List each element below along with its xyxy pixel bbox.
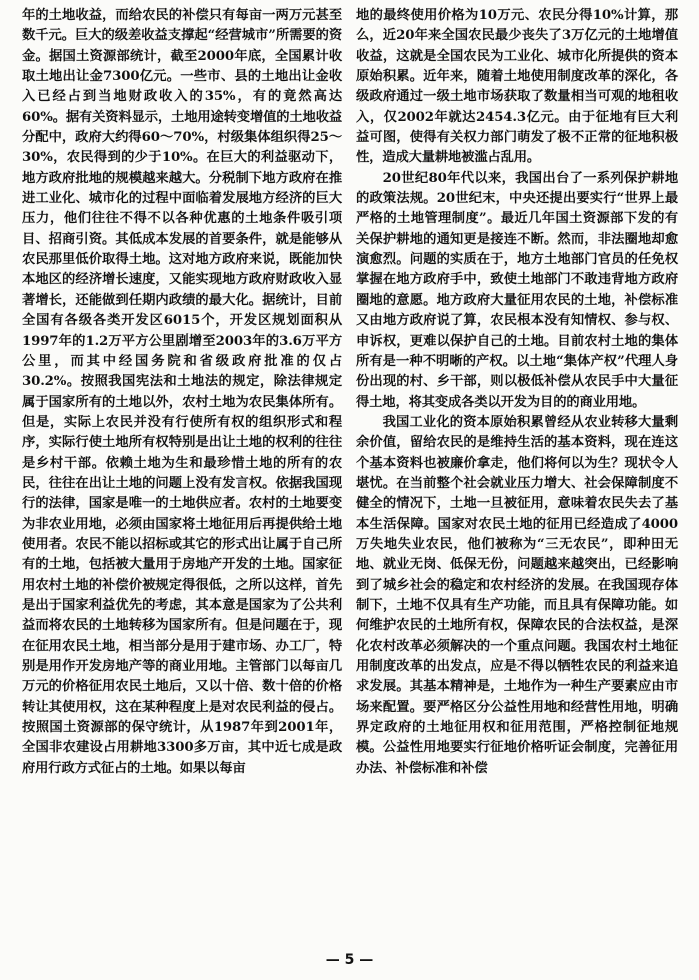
page-number: — 5 — [325,952,374,968]
right-paragraph-1: 地的最终使用价格为10万元、农民分得10%计算，那么，近20年来全国农民最少丧失了3万亿元的土地增值收益，这就是全国农民为工业化、城市化所提供的资本原始积累。近年来，随着土地使用制度改革的深化，各级政府通过一级土地市场获取了数量相当可观的地租收入，仅2002年就达2454.3亿元。由于征地有巨大利益可图，使得有关权力部门萌发了极不正常的征地积极性，造成大量耕地被滥占乱用。 [356,8,678,166]
left-paragraph-1: 年的土地收益，而给农民的补偿只有每亩一两万元甚至数千元。巨大的级差收益支撑起“经营城市”所需要的资金。据国土资源部统计，截至2000年底，全国累计收取土地出让金7300亿元。一些市、县的土地出让金收入已经占到当地财政收入的35%，有的竟然高达60%。据有关资料显示，土地用途转变增值的土地收益分配中，政府大约得60～70%，村级集体组织得25～30%，农民得到的少于10%。在巨大的利益驱动下，地方政府批地的规模越来越大。分税制下地方政府在推进工业化、城市化的过程中面临着发展地方经济的巨大压力，他们往往不得不以各种优惠的土地条件吸引项目、招商引资。其低成本发展的首要条件，就是能够从农民那里低价取得土地。这对地方政府来说，既能加快本地区的经济增长速度，又能实现地方政府财政收入显著增长，还能做到任期内政绩的最大化。据统计，目前全国有各级各类开发区6015个，开发区规划面积从1997年的1.2万平方公里剧增至2003年的3.6万平方公里，而其中经国务院和省级政府批准的仅占30.2%。按照我国宪法和土地法的规定，除法律规定属于国家所有的土地以外，农村土地为农民集体所有。但是，实际上农民并没有行使所有权的组织形式和程序，实际行使土地所有权特别是出让土地的权利的往往是乡村干部。依赖土地为生和最珍惜土地的所有的农民，往往在出让土地的问题上没有发言权。依据我国现行的法律，国家是唯一的土地供应者。农村的土地要变为非农业用地，必须由国家将土地征用后再提供给土地使用者。农民不能以招标或其它的形式出让属于自己所有的土地，包括被大量用于房地产开发的土地。国家征用农村土地的补偿价被规定得很低，之所以这样，首先是出于国家利益优先的考虑，其本意是国家为了公共利益而将农民的土地转移为国家所有。但是问题在于，现在征用农民土地，相当部分是用于建市场、办工厂，特别是用作开发房地产等的商业用地。主管部门以每亩几万元的价格征用农民土地后，又以十倍、数十倍的价格转让其使用权，这在某种程度上是对农民利益的侵占。按照国土资源部的保守统计，从1987年到2001年，全国非农建设占用耕地3300多万亩，其中近七成是政府用行政方式征占的土地。如果以每亩 [22,8,342,776]
right-column [356,6,678,779]
left-column [22,6,342,779]
right-paragraph-2: 20世纪80年代以来，我国出台了一系列保护耕地的政策法规。20世纪末，中央还提出要实行“世界上最严格的土地管理制度”。最近几年国土资源部下发的有关保护耕地的通知更是接连不断。然而，非法圈地却愈演愈烈。问题的实质在于，地方土地部门官员的任免权掌握在地方政府手中，致使土地部门不敢违背地方政府圈地的意愿。地方政府大量征用农民的土地，补偿标准又由地方政府说了算，农民根本没有知情权、参与权、申诉权，更难以保护自己的土地。目前农村土地的集体所有是一种不明晰的产权。以土地“集体产权”代理人身份出现的村、乡干部，则以极低补偿从农民手中大量征得土地，将其变成各类以开发为目的的商业用地。 [356,170,678,410]
right-paragraph-3: 我国工业化的资本原始积累曾经从农业转移大量剩余价值，留给农民的是维持生活的基本资料，现在连这个基本资料也被廉价拿走，他们将何以为生？现状令人堪忧。在当前整个社会就业压力增大、社会保障制度不健全的情况下，土地一旦被征用，意味着农民失去了基本生活保障。国家对农民土地的征用已经造成了4000万失地失业农民，他们被称为“三无农民”，即种田无地、就业无岗、低保无份，问题越来越突出，已经影响到了城乡社会的稳定和农村经济的发展。在我国现存体制下，土地不仅具有生产功能，而且具有保障功能。如何维护农民的土地所有权，保障农民的合法权益，是深化农村改革必须解决的一个重点问题。我国农村土地征用制度改革的出发点，应是不得以牺牲农民的利益来追求发展。其基本精神是，土地作为一种生产要素应由市场来配置。要严格区分公益性用地和经营性用地，明确界定政府的土地征用权和征用范围，严格控制征地规模。公益性用地要实行征地价格听证会制度，完善征用办法、补偿标准和补偿 [356,414,678,776]
